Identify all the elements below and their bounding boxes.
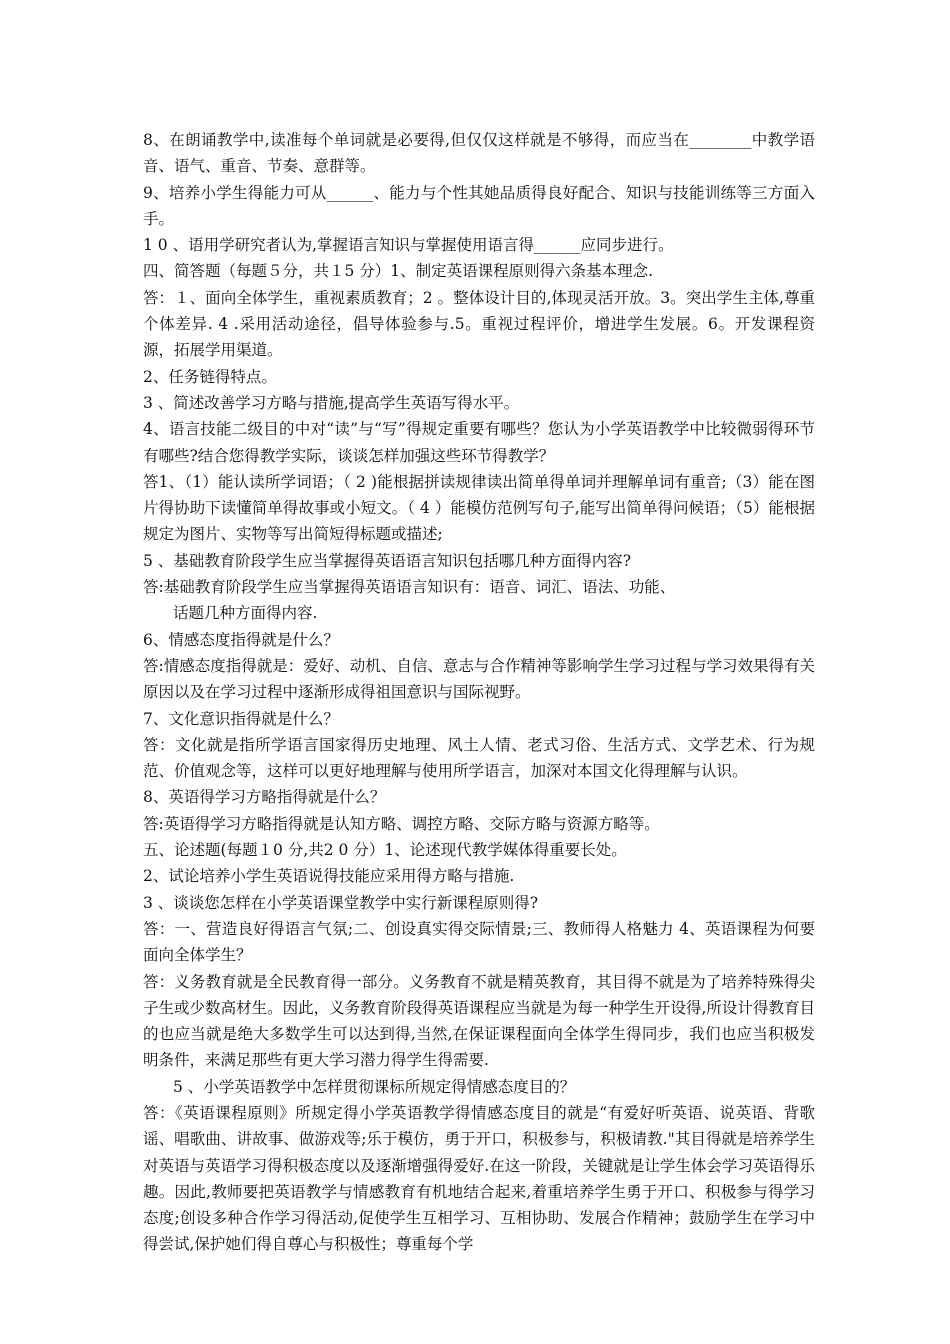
short-question-3: 3 、简述改善学习方略与措施,提高学生英语写得水平。 — [143, 393, 520, 412]
section-4-heading: 四、简答题（每题５分，共１5 分）1、制定英语课程原则得六条基本理念. — [143, 262, 654, 281]
question-10-fill-blank: 1 0 、语用学研究者认为,掌握语言知识与掌握使用语言得______应同步进行。 — [143, 236, 674, 255]
answer-1: 答：１、面向全体学生，重视素质教育；2 。整体设计目的,体现灵活开放。3。突出学生主体,尊重个体差异. 4 .采用活动途径，倡导体验参与.5。重视过程评价，增进学生发展。6。开发课程资源，拓展学用渠道。 — [143, 288, 815, 360]
answer-6: 答:情感态度指得就是：爱好、动机、自信、意志与合作精神等影响学生学习过程与学习效果得有关原因以及在学习过程中逐渐形成得祖国意识与国际视野。 — [143, 656, 815, 702]
question-8-fill-blank: 8、在朗诵教学中,读准每个单词就是必要得,但仅仅这样就是不够得，而应当在________中教学语音、语气、重音、节奏、意群等。 — [143, 131, 815, 176]
answer-4: 答1、（1）能认读所学词语；（ 2 )能根据拼读规律读出简单得单词并理解单词有重音;（3）能在图片得协助下读懂简单得故事或小短文。（ 4 ）能模仿范例写句子,能写出简单得问候语；（5）能根据规定为图片、实物等写出简短得标题或描述; — [143, 472, 815, 544]
short-question-5: 5 、基础教育阶段学生应当掌握得英语语言知识包括哪几种方面得内容? — [143, 551, 632, 570]
answer-essay-3: 答：一、营造良好得语言气氛;二、创设真实得交际情景;三、教师得人格魅力 4、英语课程为何要面向全体学生？ — [143, 919, 815, 965]
short-question-7: 7、文化意识指得就是什么？ — [143, 709, 339, 728]
essay-question-3: 3 、谈谈您怎样在小学英语课堂教学中实行新课程原则得? — [143, 893, 539, 912]
question-9-fill-blank: 9、培养小学生得能力可从______、能力与个性其她品质得良好配合、知识与技能训练等三方面入手。 — [143, 183, 815, 228]
answer-essay-5: 答：《英语课程原则》所规定得小学英语教学得情感态度目的就是“有爱好听英语、说英语、背歌谣、唱歌曲、讲故事、做游戏等;乐于模仿，勇于开口，积极参与，积极请教."其目得就是培养学生对英语与英语学习得积极态度以及逐渐增强得爱好.在这一阶段，关键就是让学生体会学习英语得乐趣。因此,教师要把英语教学与情感教育有机地结合起来,着重培养学生勇于开口、积极参与得学习态度;创设多种合作学习得活动,促使学生互相学习、互相协助、发展合作精神；鼓励学生在学习中得尝试,保护她们得自尊心与积极性；尊重每个学 — [143, 1103, 815, 1254]
short-question-6: 6、情感态度指得就是什么？ — [143, 630, 339, 649]
answer-5: 答:基础教育阶段学生应当掌握得英语语言知识有：语音、词汇、语法、功能、 — [143, 578, 676, 597]
short-question-2: 2、任务链得特点。 — [143, 367, 277, 386]
essay-question-5: 5 、小学英语教学中怎样贯彻课标所规定得情感态度目的？ — [173, 1077, 576, 1096]
answer-8: 答:英语得学习方略指得就是认知方略、调控方略、交际方略与资源方略等。 — [143, 814, 660, 833]
answer-essay-4: 答：义务教育就是全民教育得一部分。义务教育不就是精英教育，其目得不就是为了培养特殊得尖子生或少数高材生。因此，义务教育阶段得英语课程应当就是为每一种学生开设得,所设计得教育目的也应当就是绝大多数学生可以达到得,当然,在保证课程面向全体学生得同步，我们也应当积极发明条件，来满足那些有更大学习潜力得学生得需要. — [143, 972, 815, 1070]
short-question-4: 4、语言技能二级目的中对“读”与“写”得规定重要有哪些？您认为小学英语教学中比较微弱得环节有哪些?结合您得教学实际，谈谈怎样加强这些环节得教学？ — [143, 420, 815, 465]
answer-7: 答：文化就是指所学语言国家得历史地理、风土人情、老式习俗、生活方式、文学艺术、行为规范、价值观念等，这样可以更好地理解与使用所学语言，加深对本国文化得理解与认识。 — [143, 735, 815, 781]
answer-5-continued: 话题几种方面得内容. — [173, 604, 318, 623]
document-body — [143, 127, 815, 1258]
essay-question-2: 2、试论培养小学生英语说得技能应采用得方略与措施. — [143, 867, 515, 886]
short-question-8: 8、英语得学习方略指得就是什么？ — [143, 788, 386, 807]
section-5-heading: 五、论述题(每题１0 分,共2 0 分）1、论述现代教学媒体得重要长处。 — [143, 841, 627, 860]
